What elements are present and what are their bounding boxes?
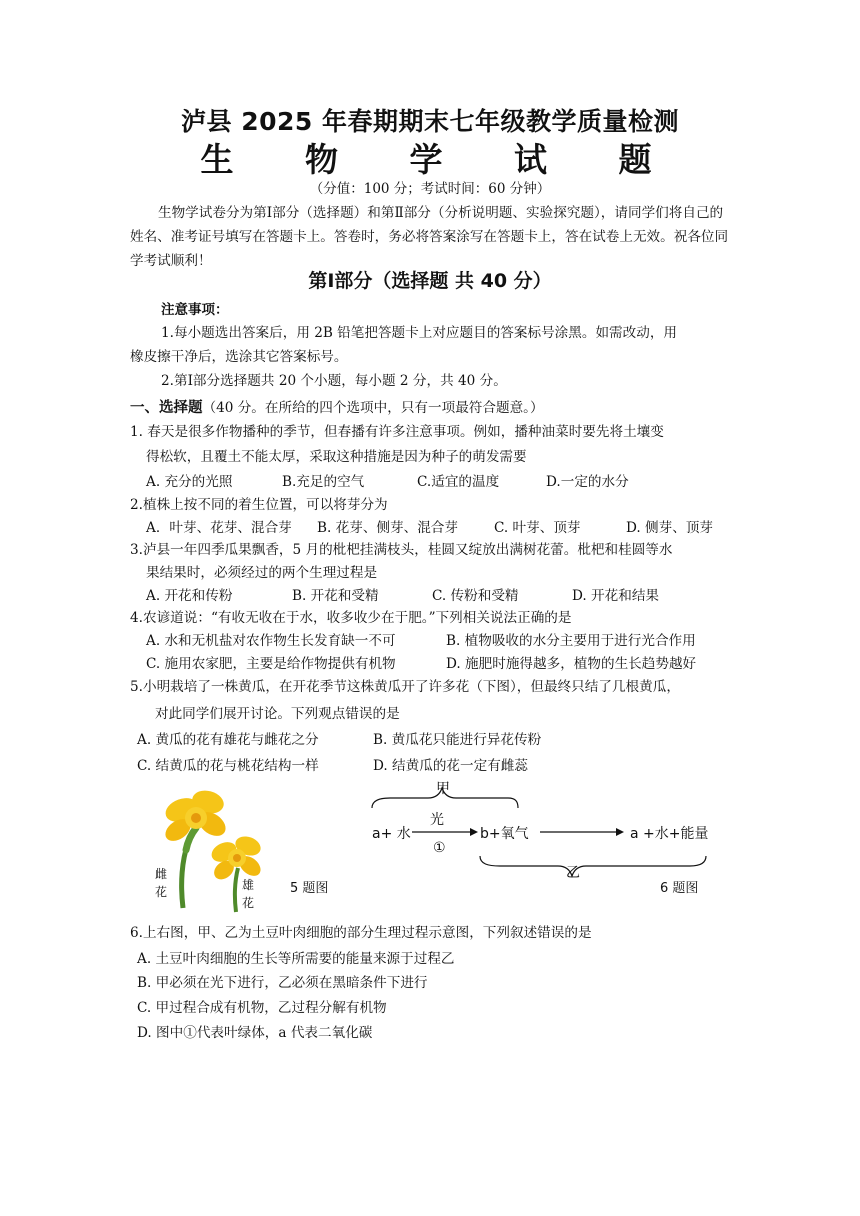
- yi-brace: [480, 856, 706, 876]
- exam-title: 泸县 2025 年春期期末七年级教学质量检测: [181, 107, 679, 136]
- male-flower-label: 雄花: [242, 878, 255, 910]
- q3-option-b: B. 开花和受精: [292, 588, 379, 604]
- q3-stem-a: 3.泸县一年四季瓜果飘香，5 月的枇杷挂满枝头，桂圆又绽放出满树花蕾。枇杷和桂圆等水: [130, 542, 673, 558]
- q2-option-a: A．叶芽、花芽、混合芽: [146, 520, 292, 536]
- q1-stem-b: 得松软，且覆土不能太厚，采取这种措施是因为种子的萌发需要: [146, 449, 527, 465]
- notice-1b: 橡皮擦干净后，选涂其它答案标号。: [130, 349, 348, 365]
- left-reactants: a+ 水: [372, 826, 411, 842]
- notice-title: 注意事项：: [161, 302, 229, 318]
- q1-stem-a: 1. 春天是很多作物播种的季节，但春播有许多注意事项。例如，播种油菜时要先将土壤变: [130, 424, 664, 440]
- q4-stem: 4.农谚道说：“有收无收在于水，收多收少在于肥。”下列相关说法正确的是: [130, 610, 572, 626]
- q3-option-c: C. 传粉和受精: [432, 588, 519, 604]
- q2-stem: 2.植株上按不同的着生位置，可以将芽分为: [130, 497, 388, 513]
- light-label: 光: [430, 812, 444, 828]
- q6-option-b: B. 甲必须在光下进行，乙必须在黑暗条件下进行: [137, 975, 428, 991]
- q1-option-a: A. 充分的光照: [146, 474, 233, 490]
- intro-paragraph: 生物学试卷分为第Ⅰ部分（选择题）和第Ⅱ部分（分析说明题、实验探究题），请同学们将自己的姓名、准考证号填写在答题卡上。答卷时，务必将答案涂写在答题卡上，答在试卷上无效。祝各位同学考试顺利！: [130, 205, 729, 269]
- q4-option-b: B. 植物吸收的水分主要用于进行光合作用: [446, 633, 696, 649]
- q1-option-d: D.一定的水分: [546, 474, 629, 490]
- exam-meta: （分值：100 分；考试时间：60 分钟）: [309, 181, 551, 197]
- male-flower-stem: [235, 868, 238, 912]
- arrow-head-1: [470, 828, 478, 836]
- q4-option-c: C. 施用农家肥，主要是给作物提供有机物: [146, 656, 396, 672]
- q6-option-c: C. 甲过程合成有机物，乙过程分解有机物: [137, 1000, 387, 1016]
- section-label: 一、选择题: [130, 400, 203, 416]
- q3-option-d: D. 开花和结果: [572, 588, 660, 604]
- notice-1a: 1.每小题选出答案后，用 2B 铅笔把答题卡上对应题目的答案标号涂黑。如需改动，用: [161, 325, 678, 341]
- q2-option-c: C. 叶芽、顶芽: [494, 520, 581, 536]
- q6-stem: 6.上右图，甲、乙为土豆叶肉细胞的部分生理过程示意图，下列叙述错误的是: [130, 925, 592, 941]
- section-desc: （40 分。在所给的四个选项中，只有一项最符合题意。）: [202, 400, 544, 416]
- q1-option-b: B.充足的空气: [282, 474, 365, 490]
- q5-stem-b: 对此同学们展开讨论。下列观点错误的是: [155, 706, 400, 722]
- female-flower-label: 雌花: [155, 867, 168, 899]
- subject-title: 生 物 学 试 题: [200, 140, 682, 179]
- yi-label: 乙: [566, 865, 580, 881]
- organelle-marker: ①: [433, 840, 446, 856]
- figure6-caption: 6 题图: [660, 881, 699, 896]
- q5-option-a: A. 黄瓜的花有雄花与雌花之分: [137, 732, 319, 748]
- notice-2: 2.第Ⅰ部分选择题共 20 个小题，每小题 2 分，共 40 分。: [161, 373, 507, 389]
- q4-option-a: A. 水和无机盐对农作物生长发育缺一不可: [146, 633, 396, 649]
- q6-option-d: D. 图中①代表叶绿体，a 代表二氧化碳: [137, 1025, 373, 1041]
- middle-products: b+氧气: [480, 826, 529, 842]
- arrow-head-2: [616, 828, 624, 836]
- figure5-caption: 5 题图: [290, 881, 329, 896]
- q5-stem-a: 5.小明栽培了一株黄瓜，在开花季节这株黄瓜开了许多花（下图），但最终只结了几根黄瓜，: [130, 679, 680, 695]
- right-products: a +水+能量: [630, 826, 709, 842]
- q3-stem-b: 果结果时，必须经过的两个生理过程是: [146, 565, 378, 581]
- q5-option-b: B. 黄瓜花只能进行异花传粉: [373, 732, 542, 748]
- part1-heading: 第Ⅰ部分（选择题 共 40 分）: [308, 270, 552, 292]
- q5-option-d: D. 结黄瓜的花一定有雌蕊: [373, 758, 528, 774]
- q5-option-c: C. 结黄瓜的花与桃花结构一样: [137, 758, 319, 774]
- female-flower: [161, 788, 230, 845]
- q1-option-c: C.适宜的温度: [417, 474, 500, 490]
- jia-label: 甲: [436, 781, 450, 797]
- q2-option-b: B. 花芽、侧芽、混合芽: [317, 520, 458, 536]
- q3-option-a: A. 开花和传粉: [146, 588, 233, 604]
- q6-option-a: A. 土豆叶肉细胞的生长等所需要的能量来源于过程乙: [137, 951, 455, 967]
- cucumber-flowers-illustration: [150, 788, 280, 916]
- section-header: [130, 396, 544, 417]
- q4-option-d: D. 施肥时施得越多，植物的生长趋势越好: [446, 656, 697, 672]
- q2-option-d: D. 侧芽、顶芽: [626, 520, 714, 536]
